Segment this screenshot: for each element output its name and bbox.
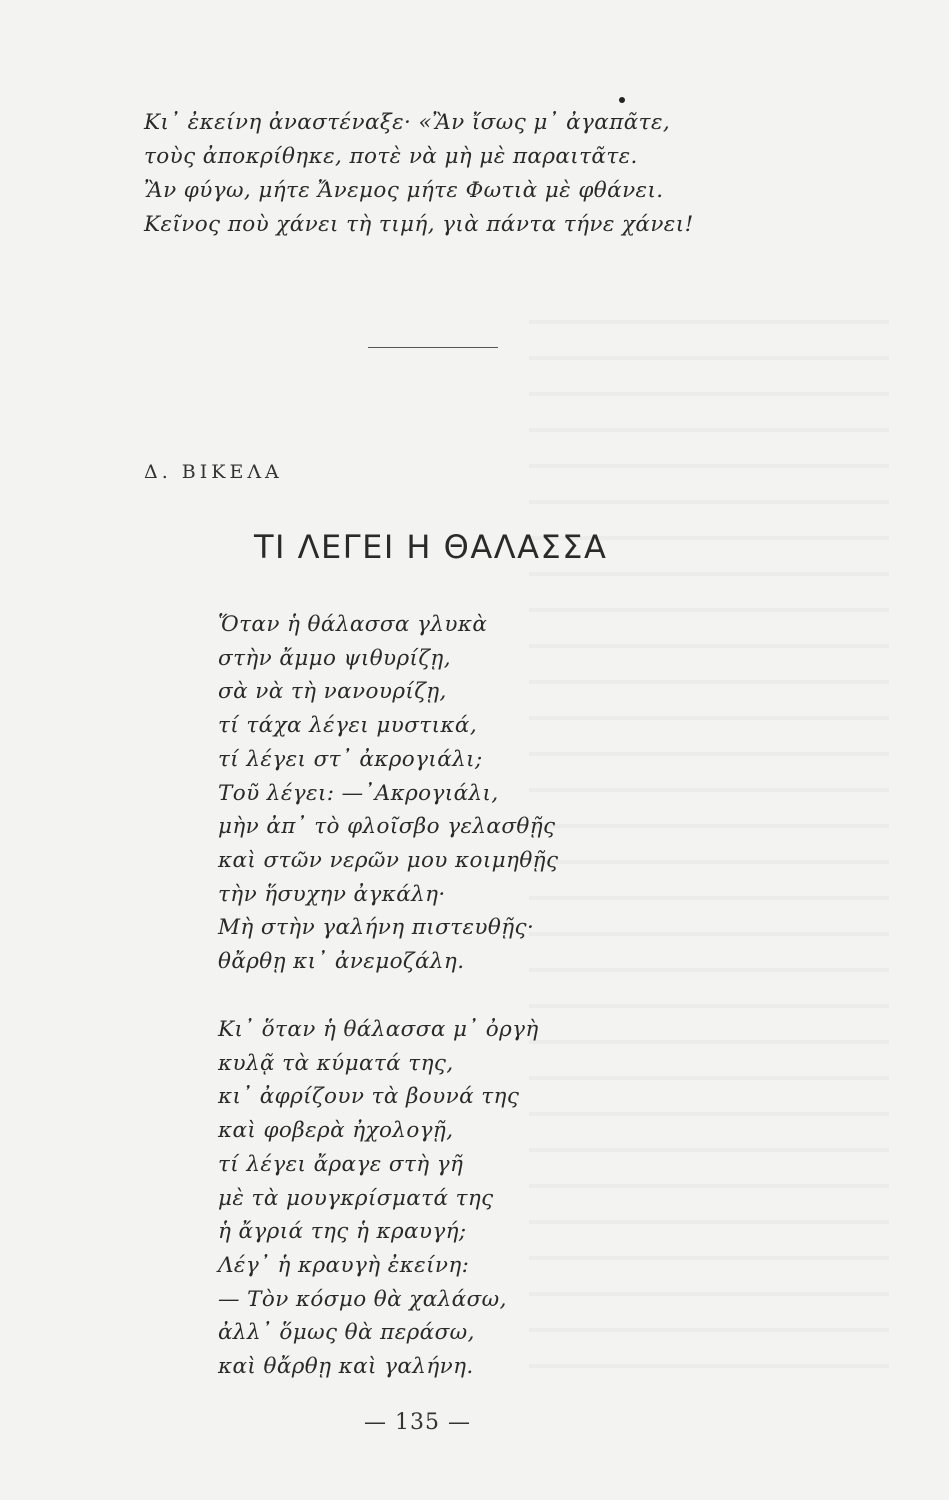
verse-line: Τοῦ λέγει: —᾿Ακρογιάλι, xyxy=(218,780,499,806)
verse-line: τὴν ἥσυχην ἀγκάλη· xyxy=(218,881,446,907)
verse-line: Ὅταν ἡ θάλασσα γλυκὰ xyxy=(218,612,488,637)
verse-line: τί τάχα λέγει μυστικά, xyxy=(218,713,478,739)
verse-line: τοὺς ἀποκρίθηκε, ποτὲ νὰ μὴ μὲ παραιτᾶτε. xyxy=(144,144,638,169)
verse-line: τί λέγει ἄραγε στὴ γῆ xyxy=(218,1151,464,1177)
verse-line: Κεῖνος ποὺ χάνει τὴ τιμή, γιὰ πάντα τήνε χάνει! xyxy=(144,212,694,237)
verse-line: ἀλλ᾿ ὅμως θὰ περάσω, xyxy=(218,1320,475,1346)
verse-line: Κι᾿ ὅταν ἡ θάλασσα μ᾿ ὀργὴ xyxy=(218,1017,539,1042)
author-name: Δ. ΒΙΚΕΛΑ xyxy=(144,461,283,483)
verse-line: θἄρθῃ κι᾿ ἀνεμοζάλη. xyxy=(218,949,465,975)
verse-line: κι᾿ ἀφρίζουν τὰ βουνά της xyxy=(218,1084,520,1110)
verse-line: ἡ ἄγριά της ἡ κραυγή; xyxy=(218,1219,467,1245)
verse-line: καὶ θἄρθῃ καὶ γαλήνη. xyxy=(218,1354,474,1380)
verse-line: Λέγ᾿ ἡ κραυγὴ ἐκείνη: xyxy=(218,1252,470,1278)
verse-line: τί λέγει στ᾿ ἀκρογιάλι; xyxy=(218,746,483,772)
verse-line: καὶ φοβερὰ ἠχολογῇ, xyxy=(218,1118,454,1144)
verse-line: καὶ στῶν νερῶν μου κοιμηθῇς xyxy=(218,847,559,873)
verse-line: μὲ τὰ μουγκρίσματά της xyxy=(218,1185,494,1211)
closing-stanza-previous-poem xyxy=(144,106,784,242)
verse-line: Ἂν φύγω, μήτε Ἄνεμος μήτε Φωτιὰ μὲ φθάνει. xyxy=(144,178,664,203)
verse-line: κυλᾷ τὰ κύματά της, xyxy=(218,1050,454,1076)
verse-line: μὴν ἀπ᾿ τὸ φλοῖσβο γελασθῇς xyxy=(218,814,556,840)
section-divider-rule xyxy=(368,347,498,348)
verse-line: — Τὸν κόσμο θὰ χαλάσω, xyxy=(218,1286,507,1312)
verse-line: σὰ νὰ τὴ νανουρίζῃ, xyxy=(218,679,447,705)
verse-line: Μὴ στὴν γαλήνη πιστευθῇς· xyxy=(218,915,535,941)
verse-line: Κι᾿ ἐκείνη ἀναστέναξε· «Ἂν ἴσως μ᾿ ἀγαπᾶτε, xyxy=(144,110,671,135)
verse-line: στὴν ἄμμο ψιθυρίζῃ, xyxy=(218,645,451,671)
poem-title: ΤΙ ΛΕΓΕΙ Η ΘΑΛΑΣΣΑ xyxy=(254,528,608,566)
page-number: — 135 — xyxy=(364,1410,471,1435)
poem-stanza-2 xyxy=(218,1013,698,1384)
poem-stanza-1 xyxy=(218,608,698,979)
ink-speck xyxy=(619,97,625,103)
